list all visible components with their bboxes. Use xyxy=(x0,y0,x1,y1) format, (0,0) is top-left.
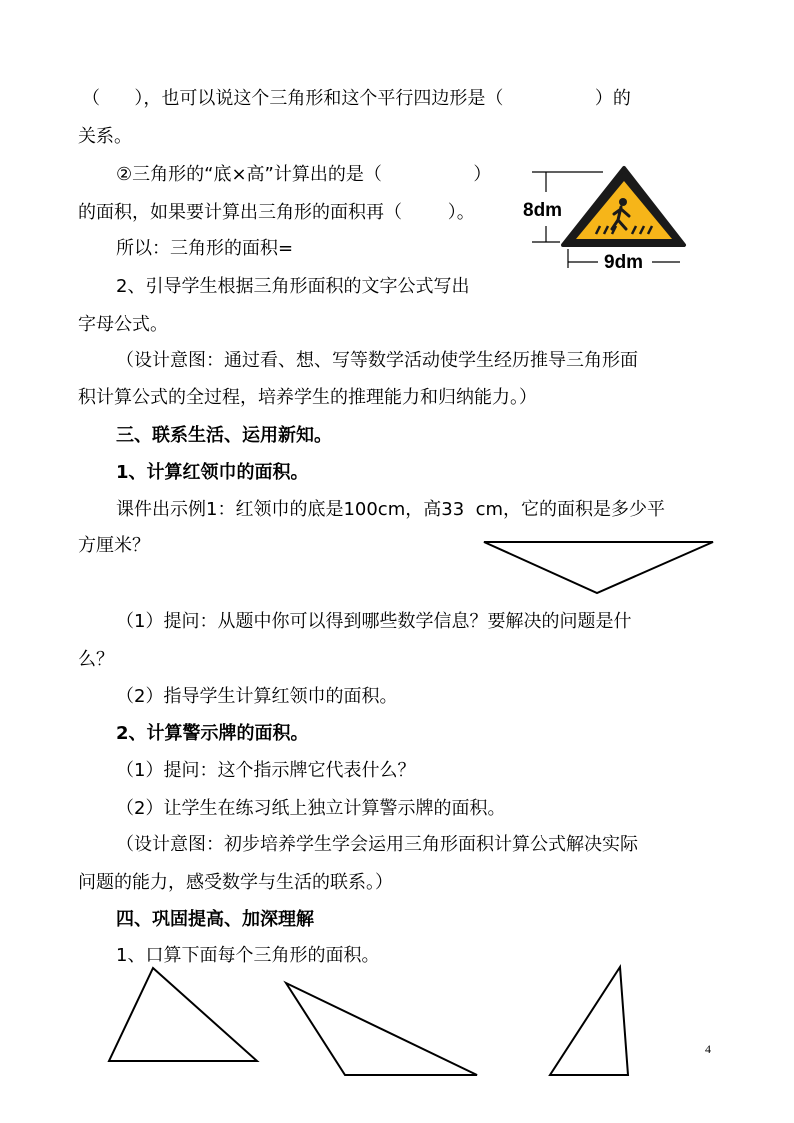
text-line: 么？ xyxy=(78,649,114,670)
text-line: 的面积，如果要计算出三角形的面积再（ ）。 xyxy=(78,202,475,223)
subsection-heading: 1、计算红领巾的面积。 xyxy=(116,462,309,483)
sign-base-label: 9dm xyxy=(604,252,644,273)
text-line: 1、口算下面每个三角形的面积。 xyxy=(116,945,380,966)
exercise-triangle-2 xyxy=(286,983,477,1075)
text-line: （1）提问：这个指示牌它代表什么？ xyxy=(116,760,416,781)
text-line: ②三角形的“底×高”计算出的是（ ） xyxy=(116,164,492,185)
text-line: （ ），也可以说这个三角形和这个平行四边形是（ ）的 xyxy=(82,88,631,109)
text-line: （2）指导学生计算红领巾的面积。 xyxy=(116,686,398,707)
text-line: 字母公式。 xyxy=(78,314,168,335)
section-heading: 四、巩固提高、加深理解 xyxy=(116,909,314,930)
red-scarf-triangle xyxy=(484,542,713,593)
section-heading: 三、联系生活、运用新知。 xyxy=(116,425,332,446)
exercise-triangle-3 xyxy=(550,967,628,1075)
page-number: 4 xyxy=(705,1042,711,1056)
sign-height-label: 8dm xyxy=(523,200,563,221)
text-line: （设计意图：初步培养学生学会运用三角形面积计算公式解决实际 xyxy=(116,834,638,855)
text-line: 关系。 xyxy=(78,126,132,147)
pedestrian-crossing-icon xyxy=(563,168,684,245)
subsection-heading: 2、计算警示牌的面积。 xyxy=(116,723,309,744)
text-line: 积计算公式的全过程，培养学生的推理能力和归纳能力。） xyxy=(78,387,537,408)
text-line: 2、引导学生根据三角形面积的文字公式写出 xyxy=(116,276,470,297)
text-line: 所以：三角形的面积= xyxy=(116,238,294,259)
text-line: 问题的能力，感受数学与生活的联系。） xyxy=(78,872,393,893)
text-line: 方厘米？ xyxy=(78,535,150,556)
text-line: 课件出示例1：红领巾的底是100cm，高33 cm，它的面积是多少平 xyxy=(116,499,666,520)
text-line: （1）提问：从题中你可以得到哪些数学信息？要解决的问题是什 xyxy=(116,611,632,632)
exercise-triangle-1 xyxy=(109,968,257,1061)
text-line: （2）让学生在练习纸上独立计算警示牌的面积。 xyxy=(116,798,506,819)
text-line: （设计意图：通过看、想、写等数学活动使学生经历推导三角形面 xyxy=(116,350,638,371)
